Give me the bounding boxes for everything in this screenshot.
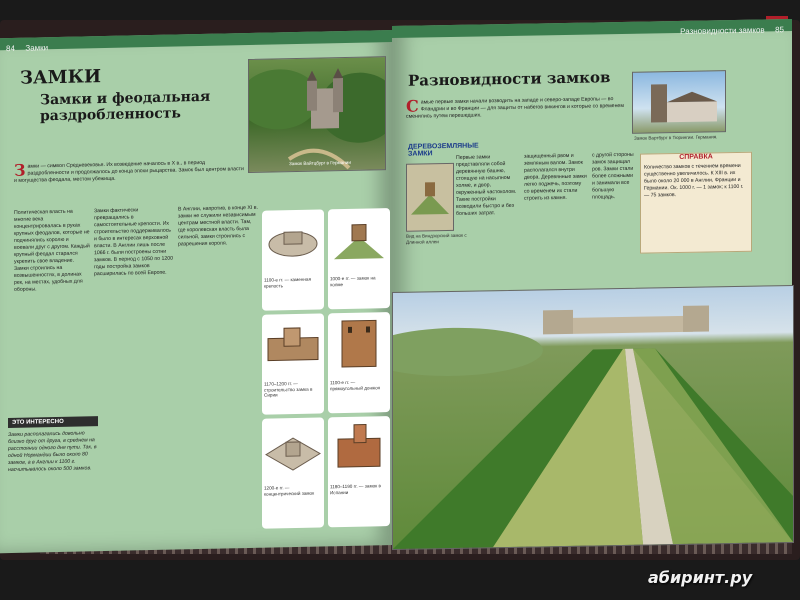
interesting-text: Замки располагались довольно близко друг от друга, в среднем на расстоянии одного дня пути. Так, в одной Нормандии было около 80 замков, а в Англии к 1100 г. насчитывалось около 500 замков. [8,430,97,474]
reference-title: СПРАВКА [679,153,713,161]
gallery-card-5 [262,417,324,528]
right-intro-drop-cap: С [406,96,419,116]
left-title-block [20,63,240,125]
left-col-2: Замки фактически превращались в самостоятельные крепости. Их строительство поддерживалось и было в интересах верховной власти. В Англии лишь после 1066 г. были построены сотни замков. В период с 1050 по 1200 годы постройка замков расширилась по всей Европе. [94,207,173,278]
left-col-1: Политическая власть на многие века концентрировалась в руках крупных феодалов, которые не подчинялись королю и воевали друг с другом. Каждый крупный феодал старался укрепить свое владение. Замки строились на возвышенностях, в долинах рек, на местах, удобных для обороны. [14,208,90,293]
right-intro [406,96,634,134]
gallery-card-3 [262,313,324,414]
gallery-caption-2: 1000-е гг. — замок на холме [330,275,376,287]
wartburg-photo [632,70,726,134]
walled-castle-icon [262,313,324,374]
castle-forest-illustration [249,57,385,172]
gallery-card-2 [328,208,390,309]
right-col-1: Первые замки представляли собой деревянную башню, стоящую на насыпном холме, и двор, окруженный частоколом. Такие постройки возводили быстро и без больших затрат. [456,154,517,217]
interesting-title: ЭТО ИНТЕРЕСНО [8,416,98,428]
gallery-card-4 [328,312,390,413]
left-intro [14,159,244,206]
section-title-1: ДЕРЕВОЗЕМЛЯНЫЕ [408,142,479,151]
right-page-number: 85 [775,25,784,35]
reference-box [640,152,752,254]
left-title-sub-1: Замки и феодальная [40,88,211,109]
left-intro-text: амки — символ Средневековья. Их возведение началось в X в., в период раздробленности и продолжалось до конца эпохи рыцарства. Замок был центром власти и могущества феодала, местом убежища. [14,159,244,184]
left-title-sub-2: раздробленность [40,105,181,125]
keep-tower-icon [328,312,390,373]
right-col-3: с другой стороны замок защищал ров. Замки стали более сложными и занимали все большую площадь. [592,151,634,201]
watermark: абиринт.ру [648,568,753,587]
left-page [0,30,392,553]
right-header-section: Разновидности замков [680,25,765,36]
gallery-caption-6: 1180–1190 гг. — замок в Испании [330,483,381,495]
left-title-main: ЗАМКИ [20,66,101,89]
gallery-card-1 [262,209,324,310]
left-intro-drop-cap: З [14,160,26,180]
fortress-icon [262,209,324,270]
castle-forest-photo [248,56,386,173]
windsor-long-walk-illustration [393,286,793,549]
inset-caption: Вид на Виндзорский замок с Длинной аллеи [406,232,467,245]
gallery-caption-5: 1200-е гг. — концентрический замок [264,485,315,497]
motte-bailey-icon [407,164,453,231]
motte-bailey-illustration [406,163,454,232]
interesting-box [8,416,98,528]
wartburg-caption: Замок Вартбург в Тюрингии. Германия. [634,134,718,141]
right-col-2: защищенный рвом и земляным валом. Замок располагался внутри двора. Деревянные замки легко поджечь, поэтому со временем их стали строить из камня. [524,152,587,202]
gallery-caption-1: 1100-е гг. — каменная крепость [264,276,311,289]
right-page [392,19,792,546]
left-photo-caption: Замок Вайтцбург в Германии [289,159,351,167]
gallery-caption-4: 1100-е гг. — прямоугольный донжон [330,379,381,391]
reference-text: Количество замков с течением времени существенно увеличилось. К XIII в. их было около 20 000 в Англии, Франции и Германии. Ок. 1000 г. — 1 замок; к 1100 г. — 75 замков. [644,162,744,199]
section-title-2: ЗАМКИ [408,150,433,158]
left-page-number: 84 [6,43,15,54]
right-intro-text: амые первые замки начали возводить на западе и северо-западе Европы — во Фландрии и во Франции — для защиты от набегов викингов и которые со временем сменились путем перешедших. [406,96,624,120]
gallery-caption-3: 1170–1200 гг. — строительство замка в Сирии [264,380,313,398]
spanish-castle-icon [328,416,390,477]
gallery-card-6 [328,416,390,527]
wartburg-illustration [633,71,725,133]
windsor-avenue-photo [392,285,794,550]
motte-castle-icon [328,208,390,269]
left-col-3: В Англии, напротив, в конце XI в. замки не служили независимым центрам местной власти. Там, где королевская власть была сильной, замки строились с разрешения короля. [178,204,258,248]
right-title: Разновидности замков [408,68,611,90]
left-header-section: Замки [25,43,49,53]
concentric-castle-icon [262,417,324,478]
